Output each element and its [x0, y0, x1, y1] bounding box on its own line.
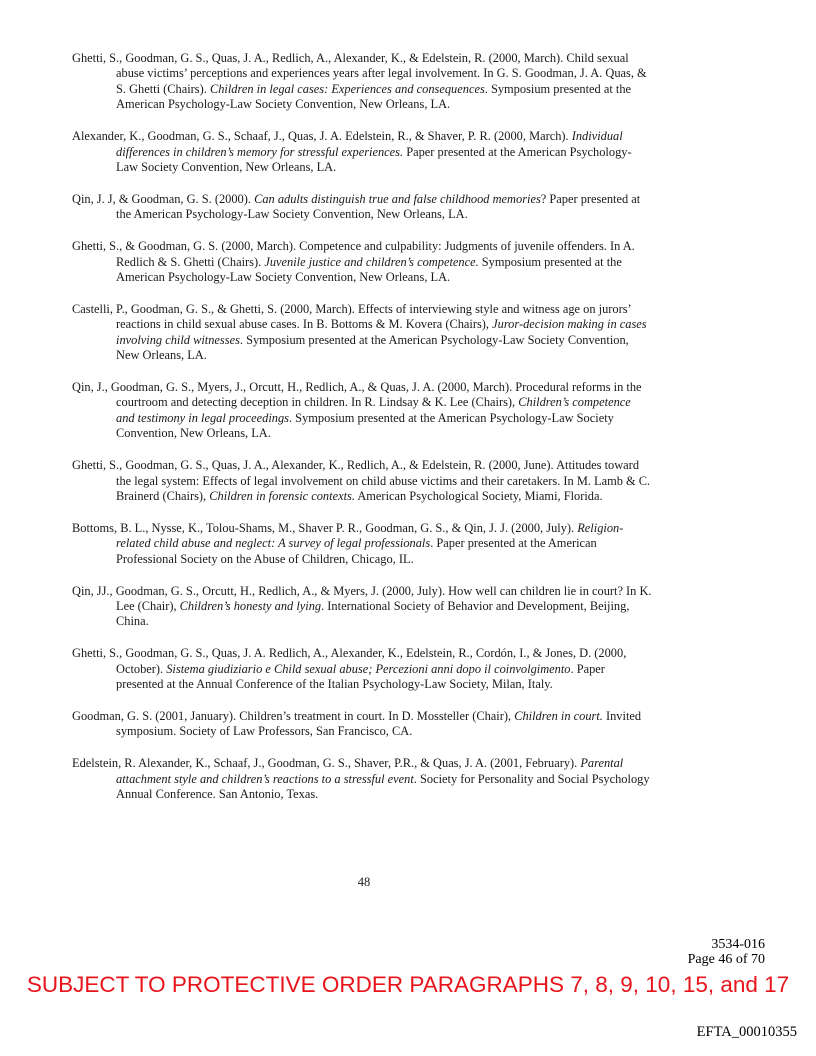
- reference-entry: Qin, J., Goodman, G. S., Myers, J., Orcutt, H., Redlich, A., & Quas, J. A. (2000, March). Procedural reforms in the courtroom and detecting deception in children. In R. Lindsay & K. Lee (Chairs), Children’s competence and testimony in legal proceedings. Symposium presented at the American Psychology-Law Society Convention, New Orleans, LA.: [72, 380, 642, 441]
- reference-entry: Alexander, K., Goodman, G. S., Schaaf, J., Quas, J. A. Edelstein, R., & Shaver, P. R. (2000, March). Individual differences in children’s memory for stressful experiences. Paper presented at the American Psychology-Law Society Convention, New Orleans, LA.: [72, 129, 632, 174]
- document-page-count: Page 46 of 70: [687, 952, 765, 967]
- reference-entry: Qin, J. J, & Goodman, G. S. (2000). Can adults distinguish true and false childhood memories? Paper presented at the American Psychology-Law Society Convention, New Orleans, LA.: [72, 191, 641, 222]
- reference-entry: Edelstein, R. Alexander, K., Schaaf, J., Goodman, G. S., Shaver, P.R., & Quas, J. A. (2001, February). Parental attachment style and children’s reactions to a stressful event. Society for Personality and Social Psychology Annual Conference. San Antonio, Texas.: [72, 756, 650, 802]
- document-id: [688, 937, 765, 967]
- reference-entry: Castelli, P., Goodman, G. S., & Ghetti, S. (2000, March). Effects of interviewing style and witness age on jurors’ reactions in child sexual abuse cases. In B. Bottoms & M. Kovera (Chairs), Juror-decision making in cases involving child witnesses. Symposium presented at the American Psychology-Law Society Convention, New Orleans, LA.: [72, 301, 647, 363]
- protective-order-notice: SUBJECT TO PROTECTIVE ORDER PARAGRAPHS 7, 8, 9, 10, 15, and 17: [26, 972, 790, 997]
- reference-entry: Qin, JJ., Goodman, G. S., Orcutt, H., Redlich, A., & Myers, J. (2000, July). How well can children lie in court? In K. Lee (Chair), Children’s honesty and lying. International Society of Behavior and Development, Beijing, China.: [72, 583, 652, 629]
- reference-entry: Ghetti, S., Goodman, G. S., Quas, J. A. Redlich, A., Alexander, K., Edelstein, R., Cordón, I., & Jones, D. (2000, October). Sistema giudiziario e Child sexual abuse; Percezioni anni dopo il coinvolgimento. Paper presented at the Annual Conference of the Italian Psychology-Law Society, Milan, Italy.: [72, 646, 627, 692]
- document-id-number: 3534-016: [711, 937, 765, 952]
- page-number: 48: [357, 875, 371, 889]
- reference-entry: Ghetti, S., & Goodman, G. S. (2000, March). Competence and culpability: Judgments of juvenile offenders. In A. Redlich & S. Ghetti (Chairs). Juvenile justice and children’s competence. Symposium presented at the American Psychology-Law Society Convention, New Orleans, LA.: [72, 239, 635, 284]
- reference-entry: Ghetti, S., Goodman, G. S., Quas, J. A., Alexander, K., Redlich, A., & Edelstein, R. (2000, June). Attitudes toward the legal system: Effects of legal involvement on child abuse victims and their caretakers. In M. Lamb & C. Brainerd (Chairs), Children in forensic contexts. American Psychological Society, Miami, Florida.: [72, 458, 651, 503]
- reference-entry: Ghetti, S., Goodman, G. S., Quas, J. A., Redlich, A., Alexander, K., & Edelstein, R. (2000, March). Child sexual abuse victims’ perceptions and experiences years after legal involvement. In G. S. Goodman, J. A. Quas, & S. Ghetti (Chairs). Children in legal cases: Experiences and consequences. Symposium presented at the American Psychology-Law Society Convention, New Orleans, LA.: [72, 51, 647, 112]
- reference-list: [72, 51, 652, 819]
- bates-number: EFTA_00010355: [696, 1024, 797, 1040]
- reference-entry: Goodman, G. S. (2001, January). Children’s treatment in court. In D. Mossteller (Chair), Children in court. Invited symposium. Society of Law Professors, San Francisco, CA.: [72, 709, 642, 739]
- reference-entry: Bottoms, B. L., Nysse, K., Tolou-Shams, M., Shaver P. R., Goodman, G. S., & Qin, J. J. (2000, July). Religion-related child abuse and neglect: A survey of legal professionals. Paper presented at the American Professional Society on the Abuse of Children, Chicago, IL.: [72, 520, 624, 566]
